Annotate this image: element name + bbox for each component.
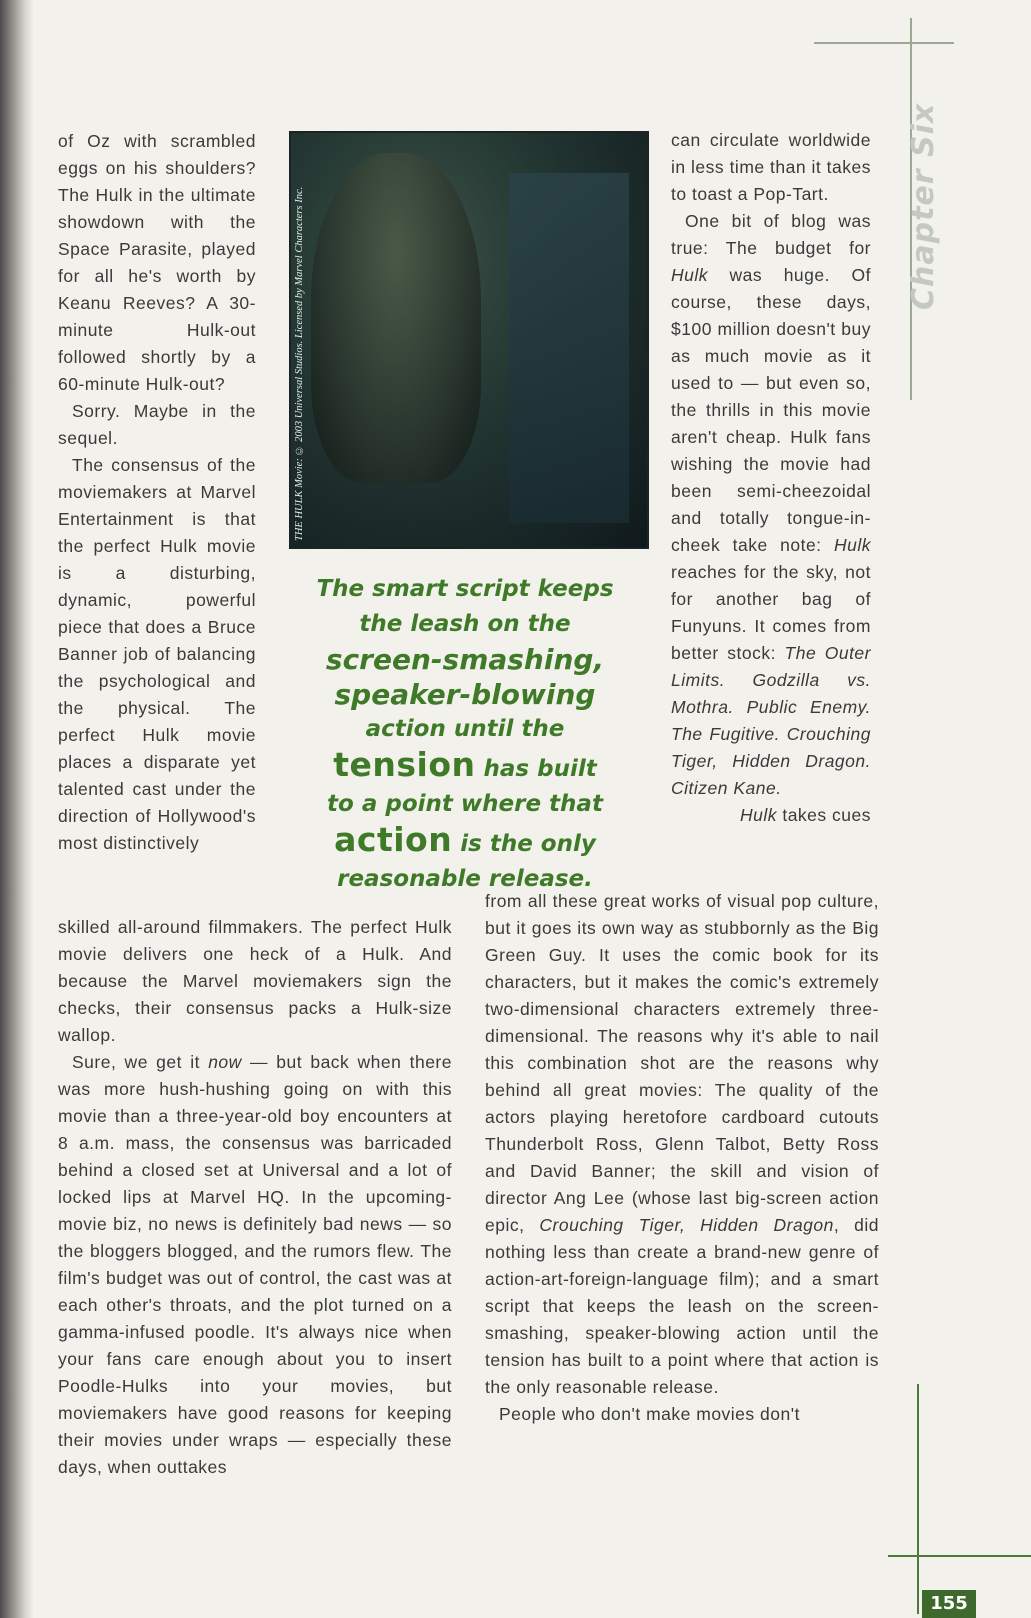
photo-background-panel xyxy=(509,173,629,523)
page-number: 155 xyxy=(922,1590,976,1618)
text-run: from all these great works of visual pop culture, but it goes its own way as stubbornly as the Big Green Guy. It uses the comic book for its characters, but it makes the comic's extremely two-dimensional characters extremely three-dimensional. The reasons why it's able to nail this combination shot are the reasons why behind all great movies: The quality of the actors playing heretofore cardboard cutouts Thunderbolt Ross, Glenn Talbot, Betty Ross and David Banner; the skill and vision of director Ang Lee (whose last big-screen action epic, xyxy=(485,891,879,1235)
pull-quote-line: the leash on the xyxy=(359,611,571,637)
paragraph xyxy=(671,802,871,829)
pull-quote-line: speaker-blowing xyxy=(334,678,596,711)
text-run: — but back when there was more hush-hushing going on with this movie than a three-year-old boy encounters at 8 a.m. mass, the consensus was barricaded behind a closed set at Universal and a lot of locked lips at Marvel HQ. In the upcoming-movie biz, no news is definitely bad news — so the bloggers blogged, and the rumors flew. The film's budget was out of control, the cast was at each other's throats, and the plot turned on a gamma-infused poodle. It's always nice when your fans care enough about you to insert Poodle-Hulks into your movies, but moviemakers have good reasons for keeping their movies under wraps — especially these days, when outtakes xyxy=(58,1052,452,1477)
pull-quote-emphasis: tension xyxy=(333,745,476,784)
text-run: takes cues xyxy=(776,805,871,825)
chapter-label: Chapter Six xyxy=(906,102,941,310)
pull-quote-line: action until the xyxy=(365,716,565,742)
page-rule-horizontal xyxy=(888,1555,1031,1557)
pull-quote-line xyxy=(270,747,660,787)
photo-credit: THE HULK Movie: © 2003 Universal Studios. Licensed by Marvel Characters Inc. xyxy=(294,186,305,541)
pull-quote-emphasis: action xyxy=(334,820,453,859)
pull-quote-line: screen-smashing, xyxy=(325,643,605,676)
italic-title: Crouching Tiger, Hidden Dragon xyxy=(539,1215,834,1235)
paragraph: can circulate worldwide in less time than it takes to toast a Pop-Tart. xyxy=(671,130,871,204)
paragraph: of Oz with scrambled eggs on his shoulders? The Hulk in the ultimate showdown with the Space Parasite, played for all he's worth by Keanu Reeves? A 30-minute Hulk-out followed shortly by a 60-minute Hulk-out? xyxy=(58,131,256,394)
italic-title: Hulk xyxy=(833,535,871,555)
page-binding-shadow xyxy=(0,0,34,1618)
pull-quote-line xyxy=(270,822,660,862)
paragraph xyxy=(58,1049,452,1481)
bottom-left-column xyxy=(58,914,452,1481)
paragraph: Sorry. Maybe in the sequel. xyxy=(58,401,256,448)
paragraph: People who don't make movies don't xyxy=(499,1404,800,1424)
paragraph xyxy=(485,888,879,1401)
text-run: , did nothing less than create a brand-new genre of action-art-foreign-language film); and a smart script that keeps the leash on the screen-smashing, speaker-blowing action until the tension has built to a point where that action is the only reasonable release. xyxy=(485,1215,880,1397)
left-top-column xyxy=(58,128,256,857)
text-run: Sure, we get it xyxy=(72,1052,209,1072)
pull-quote-text: has built xyxy=(475,756,597,782)
pull-quote-line: reasonable release. xyxy=(337,866,593,892)
text-run: was huge. Of course, these days, $100 million doesn't buy as much movie as it used to — but even so, the thrills in this movie aren't cheap. Hulk fans wishing the movie had been semi-cheezoidal and totally tongue-in-cheek take note: xyxy=(671,265,871,555)
text-run: One bit of blog was true: The budget for xyxy=(671,211,871,258)
pull-quote-text: is the only xyxy=(452,831,596,857)
bottom-right-column xyxy=(485,888,879,1428)
paragraph: skilled all-around filmmakers. The perfect Hulk movie delivers one heck of a Hulk. And because the Marvel moviemakers sign the checks, their consensus packs a Hulk-size wallop. xyxy=(58,917,452,1045)
chapter-rule-horizontal xyxy=(814,42,954,44)
pull-quote-line: The smart script keeps xyxy=(316,576,614,602)
hulk-figure xyxy=(311,153,481,483)
right-top-column xyxy=(671,127,871,829)
paragraph xyxy=(671,208,871,802)
italic-title-list: The Outer Limits. Godzilla vs. Mothra. Public Enemy. The Fugitive. Crouching Tiger, Hidden Dragon. Citizen Kane. xyxy=(671,643,871,798)
italic-title: Hulk xyxy=(671,265,709,285)
pull-quote xyxy=(270,572,660,897)
hulk-photo xyxy=(289,131,649,549)
italic-title: Hulk xyxy=(739,805,777,825)
pull-quote-line: to a point where that xyxy=(327,791,603,817)
text-run: reaches for the sky, not for another bag of Funyuns. It comes from better stock: xyxy=(671,562,871,663)
paragraph: The consensus of the moviemakers at Marvel Entertainment is that the perfect Hulk movie is a disturbing, dynamic, powerful piece that does a Bruce Banner job of balancing the psychological and the physical. The perfect Hulk movie places a disparate yet talented cast under the direction of Hollywood's most distinctively xyxy=(58,455,256,853)
italic-word: now xyxy=(208,1052,242,1072)
page-rule-vertical xyxy=(917,1384,919,1614)
